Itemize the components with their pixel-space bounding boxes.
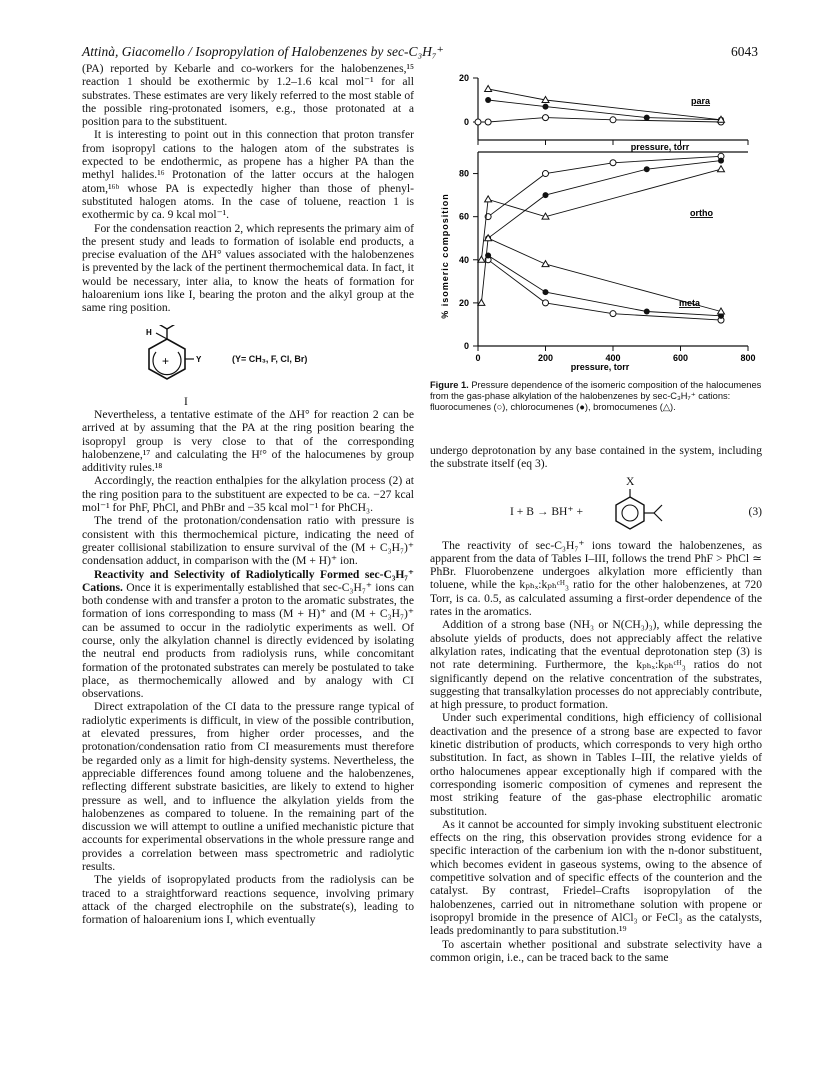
data-point	[610, 117, 616, 123]
ortho-label: ortho	[690, 208, 713, 218]
y-tick-label: 0	[463, 341, 469, 351]
structure-I	[82, 325, 414, 389]
cumene-structure-icon	[608, 485, 678, 541]
data-point	[543, 300, 549, 306]
equation-number: (3)	[748, 504, 762, 518]
data-point	[485, 119, 491, 125]
data-point	[718, 158, 724, 164]
structure-numeral: I	[184, 394, 188, 408]
series-line	[488, 156, 721, 216]
isomer-composition-chart	[430, 66, 770, 376]
x-axis-label: pressure, torr	[570, 362, 630, 372]
paragraph: Under such experimental conditions, high efficiency of collisional deactivation and the presence of a strong base are expected to favor kinetic distribution of products, which corresponds to very high ortho substitution. In fact, as shown in Tables I–III, the relative yields of ortho halocumenes appear exceptionally high if compared with the corresponding isomeric composition of cymenes and represent the most striking feature of the gas-phase electrophilic aromatic substitution.	[430, 711, 762, 818]
data-point	[478, 256, 485, 262]
data-point	[610, 311, 616, 317]
y-tick-label: 40	[458, 254, 469, 265]
paragraph: Accordingly, the reaction enthalpies for the alkylation process (2) at the ring position para to the substituent are expected to be ca. −27 kcal mol⁻¹ for PhF, PhCl, and PhBr and −35 kcal mol⁻¹ for PhCH₃.	[82, 474, 414, 515]
paragraph: The trend of the protonation/condensation ratio with pressure is consistent with this thermochemical picture, indicating the need of greater collisional stabilization to ensure survival of the (M + C₃H₇)⁺ condensation adduct, in comparison with the (M + H)⁺ ion.	[82, 514, 414, 568]
equation-3	[430, 475, 762, 535]
svg-text:H: H	[146, 327, 152, 337]
para-label: para	[690, 96, 710, 106]
paragraph: undergo deprotonation by any base contained in the system, including the substrate itself (eq 3).	[430, 444, 762, 471]
figure-1	[430, 66, 770, 396]
y-tick-label: 60	[458, 211, 469, 222]
paragraph: It is interesting to point out in this connection that proton transfer from isopropyl cations to the halogen atom of the substrates is expected to be endothermic, as propene has a higher PA than the methyl halides.¹⁶ Protonation of the latter occurs at the halogen atom,¹⁶ᵇ whose PA is expectedly higher than those of phenyl-substituted halogen atoms. In the case of toluene, reaction 1 is exothermic by ca. 9 kcal mol⁻¹.	[82, 128, 414, 222]
svg-text:Y: Y	[196, 354, 202, 364]
figure-caption	[430, 380, 764, 413]
series-line	[481, 169, 721, 260]
x-tick-label: 200	[537, 353, 554, 363]
caption-label: Figure 1.	[430, 380, 469, 390]
left-column	[82, 62, 414, 927]
caption-text: Pressure dependence of the isomeric composition of the halocumenes from the gas-phase alkylation of the halobenzenes by sec-C₃H₇⁺ cations: fluorocumenes (○), chlorocumenes (●), bromocumenes (△).	[430, 380, 762, 412]
data-point	[610, 160, 616, 166]
paragraph: (PA) reported by Kebarle and co-workers for the halobenzenes,¹⁵ reaction 1 should be exothermic by 1.2–1.6 kcal mol⁻¹ for all substrates. These estimates are very likely referred to the most stable of the possible ring-protonated isomers, e.g., those protonated at a position para to the substituent.	[82, 62, 414, 129]
svg-text:+: +	[162, 353, 170, 368]
paragraph: To ascertain whether positional and substrate selectivity have a common origin, i.e., can be traced back to the same	[430, 937, 762, 964]
data-point	[485, 86, 492, 92]
paragraph: For the condensation reaction 2, which represents the primary aim of the present study and leads to formation of isolable end products, a precise evaluation of the ΔH° values associated with the halobenzenes is prevented by the lack of the pertinent thermochemical data. In fact, it would be necessary, inter alia, to know the heats of formation for haloarenium ions like I, bearing the proton and the alkyl group at the same ring position.	[82, 221, 414, 315]
right-column	[430, 444, 762, 964]
data-point	[644, 166, 650, 172]
meta-label: meta	[678, 298, 700, 308]
data-point	[543, 171, 549, 177]
series-line	[488, 260, 721, 320]
paragraph: Nevertheless, a tentative estimate of the ΔH° for reaction 2 can be arrived at by assuming that the PA at the ring position bearing the isopropyl group is very close to that of the corresponding halobenzene,¹⁷ and calculating the Hᶠ° of the halocumenes by group additivity rules.¹⁸	[82, 407, 414, 475]
data-point	[478, 299, 485, 305]
y-tick-label: 20	[458, 73, 469, 83]
running-header: Attinà, Giacomello / Isopropylation of Halobenzenes by sec-C₃H₇⁺	[82, 44, 444, 59]
data-point	[543, 289, 549, 295]
y-tick-label: 20	[458, 297, 469, 308]
structure-label: (Y= CH₃, F, Cl, Br)	[232, 353, 308, 364]
paragraph: Direct extrapolation of the CI data to the pressure range typical of radiolytic experiments is difficult, in view of the possible contribution, at elevated pressures, from higher order processes, and the protonation/condensation ratio from CI measurements must therefore be regarded only as a limit for high-density systems. Nevertheless, the appreciable differences found among toluene and the halobenzenes, reflecting different substrate basicities, are likely to extend to higher pressure as well, and to influence the alkylation yields from the halobenzenes as compared to toluene. In the remaining part of the discussion we will attempt to outline a unified mechanistic picture that accounts for experimental observations in the whole pressure range and provides a correlation between mass spectrometric and radiolytic results.	[82, 700, 414, 874]
y-axis-label: % isomeric composition	[440, 193, 450, 319]
series-line	[488, 161, 721, 239]
paragraph: Once it is experimentally established that sec-C₃H₇⁺ ions can both condense with and transfer a proton to the aromatic substrates, the formation of ions corresponding to mass (M + H)⁺ and (M + C₃H₇)⁺ can be assumed to occur in the radiolytic experiments as well. Of course, only the alkylation channel is directly evidenced by isolating the neutral end products from radiolysis runs, while concomitant formation of the protonated substrates can merely be postulated to take place, as thermochemically allowed and by analogy with CI observations.	[82, 580, 414, 701]
equation-substituent: X	[626, 474, 635, 488]
paragraph: As it cannot be accounted for simply invoking substituent electronic effects on the ring, this observation provides strong evidence for a specific interaction of the carbenium ion with the n-donor substituent, which becomes evident in gaseous systems, owing to the absence of competitive solvation and of specific effects of the counterion and the catalyst. By contrast, Friedel–Crafts isopropylation of the halobenzenes, carried out in nitromethane solution with propene or isopropyl bromide in the presence of AlCl₃ or FeCl₃ as the catalysts, leads predominantly to para substitution.¹⁹	[430, 817, 762, 938]
data-point	[475, 119, 481, 125]
page-number: 6043	[731, 44, 758, 59]
data-point	[543, 104, 549, 110]
series-line	[478, 118, 721, 122]
y-tick-label: 80	[458, 168, 469, 179]
data-point	[644, 115, 650, 121]
data-point	[543, 192, 549, 198]
x-tick-label: 400	[605, 353, 621, 363]
equation-text: I + B → BH⁺ +	[510, 504, 583, 518]
data-point	[485, 196, 492, 202]
x-tick-label: 600	[672, 353, 689, 363]
section-heading: Reactivity and Selectivity of Radiolytically Formed sec-C₃H₇⁺ Cations.	[82, 567, 414, 594]
data-point	[485, 97, 491, 103]
paragraph: The reactivity of sec-C₃H₇⁺ ions toward the halobenzenes, as apparent from the data of Tables I–III, follows the trend PhF > PhCl ≃ PhBr. Fluorobenzene undergoes alkylation more efficiently than toluene, while the kₚₕₓ:kₚₕᶜᴴ₃ ratio for the other halobenzenes, at 720 Torr, is ca. 0.5, as calculated assuming a first-order dependence of the rates in the aromatics.	[430, 538, 762, 619]
arenium-structure-icon	[82, 325, 222, 389]
x-tick-label: 800	[740, 353, 756, 363]
data-point	[542, 261, 549, 267]
y-tick-label: 0	[463, 117, 469, 127]
data-point	[543, 115, 549, 121]
series-line	[488, 100, 721, 120]
x-tick-label: 0	[475, 353, 481, 363]
top-panel-xlabel: pressure, torr	[630, 142, 690, 152]
data-point	[718, 166, 725, 172]
paragraph: The yields of isopropylated products from the radiolysis can be traced to a straightforward reactions sequence, involving primary attack of the charged electrophile on the substrate(s), leading to formation of haloarenium ions I, which eventually	[82, 873, 414, 927]
paragraph: Addition of a strong base (NH₃ or N(CH₃)₃), while depressing the absolute yields of products, does not appreciably affect the relative alkylation rates, indicating that the eventual deprotonation step (3) is not rate determining. Furthermore, the kₚₕₓ:kₚₕᶜᴴ₃ ratios do not significantly depend on the relative concentration of the substrates, suggesting that transalkylation processes do not appreciably contribute, at high pressure, to product formation.	[430, 618, 762, 712]
data-point	[644, 309, 650, 315]
